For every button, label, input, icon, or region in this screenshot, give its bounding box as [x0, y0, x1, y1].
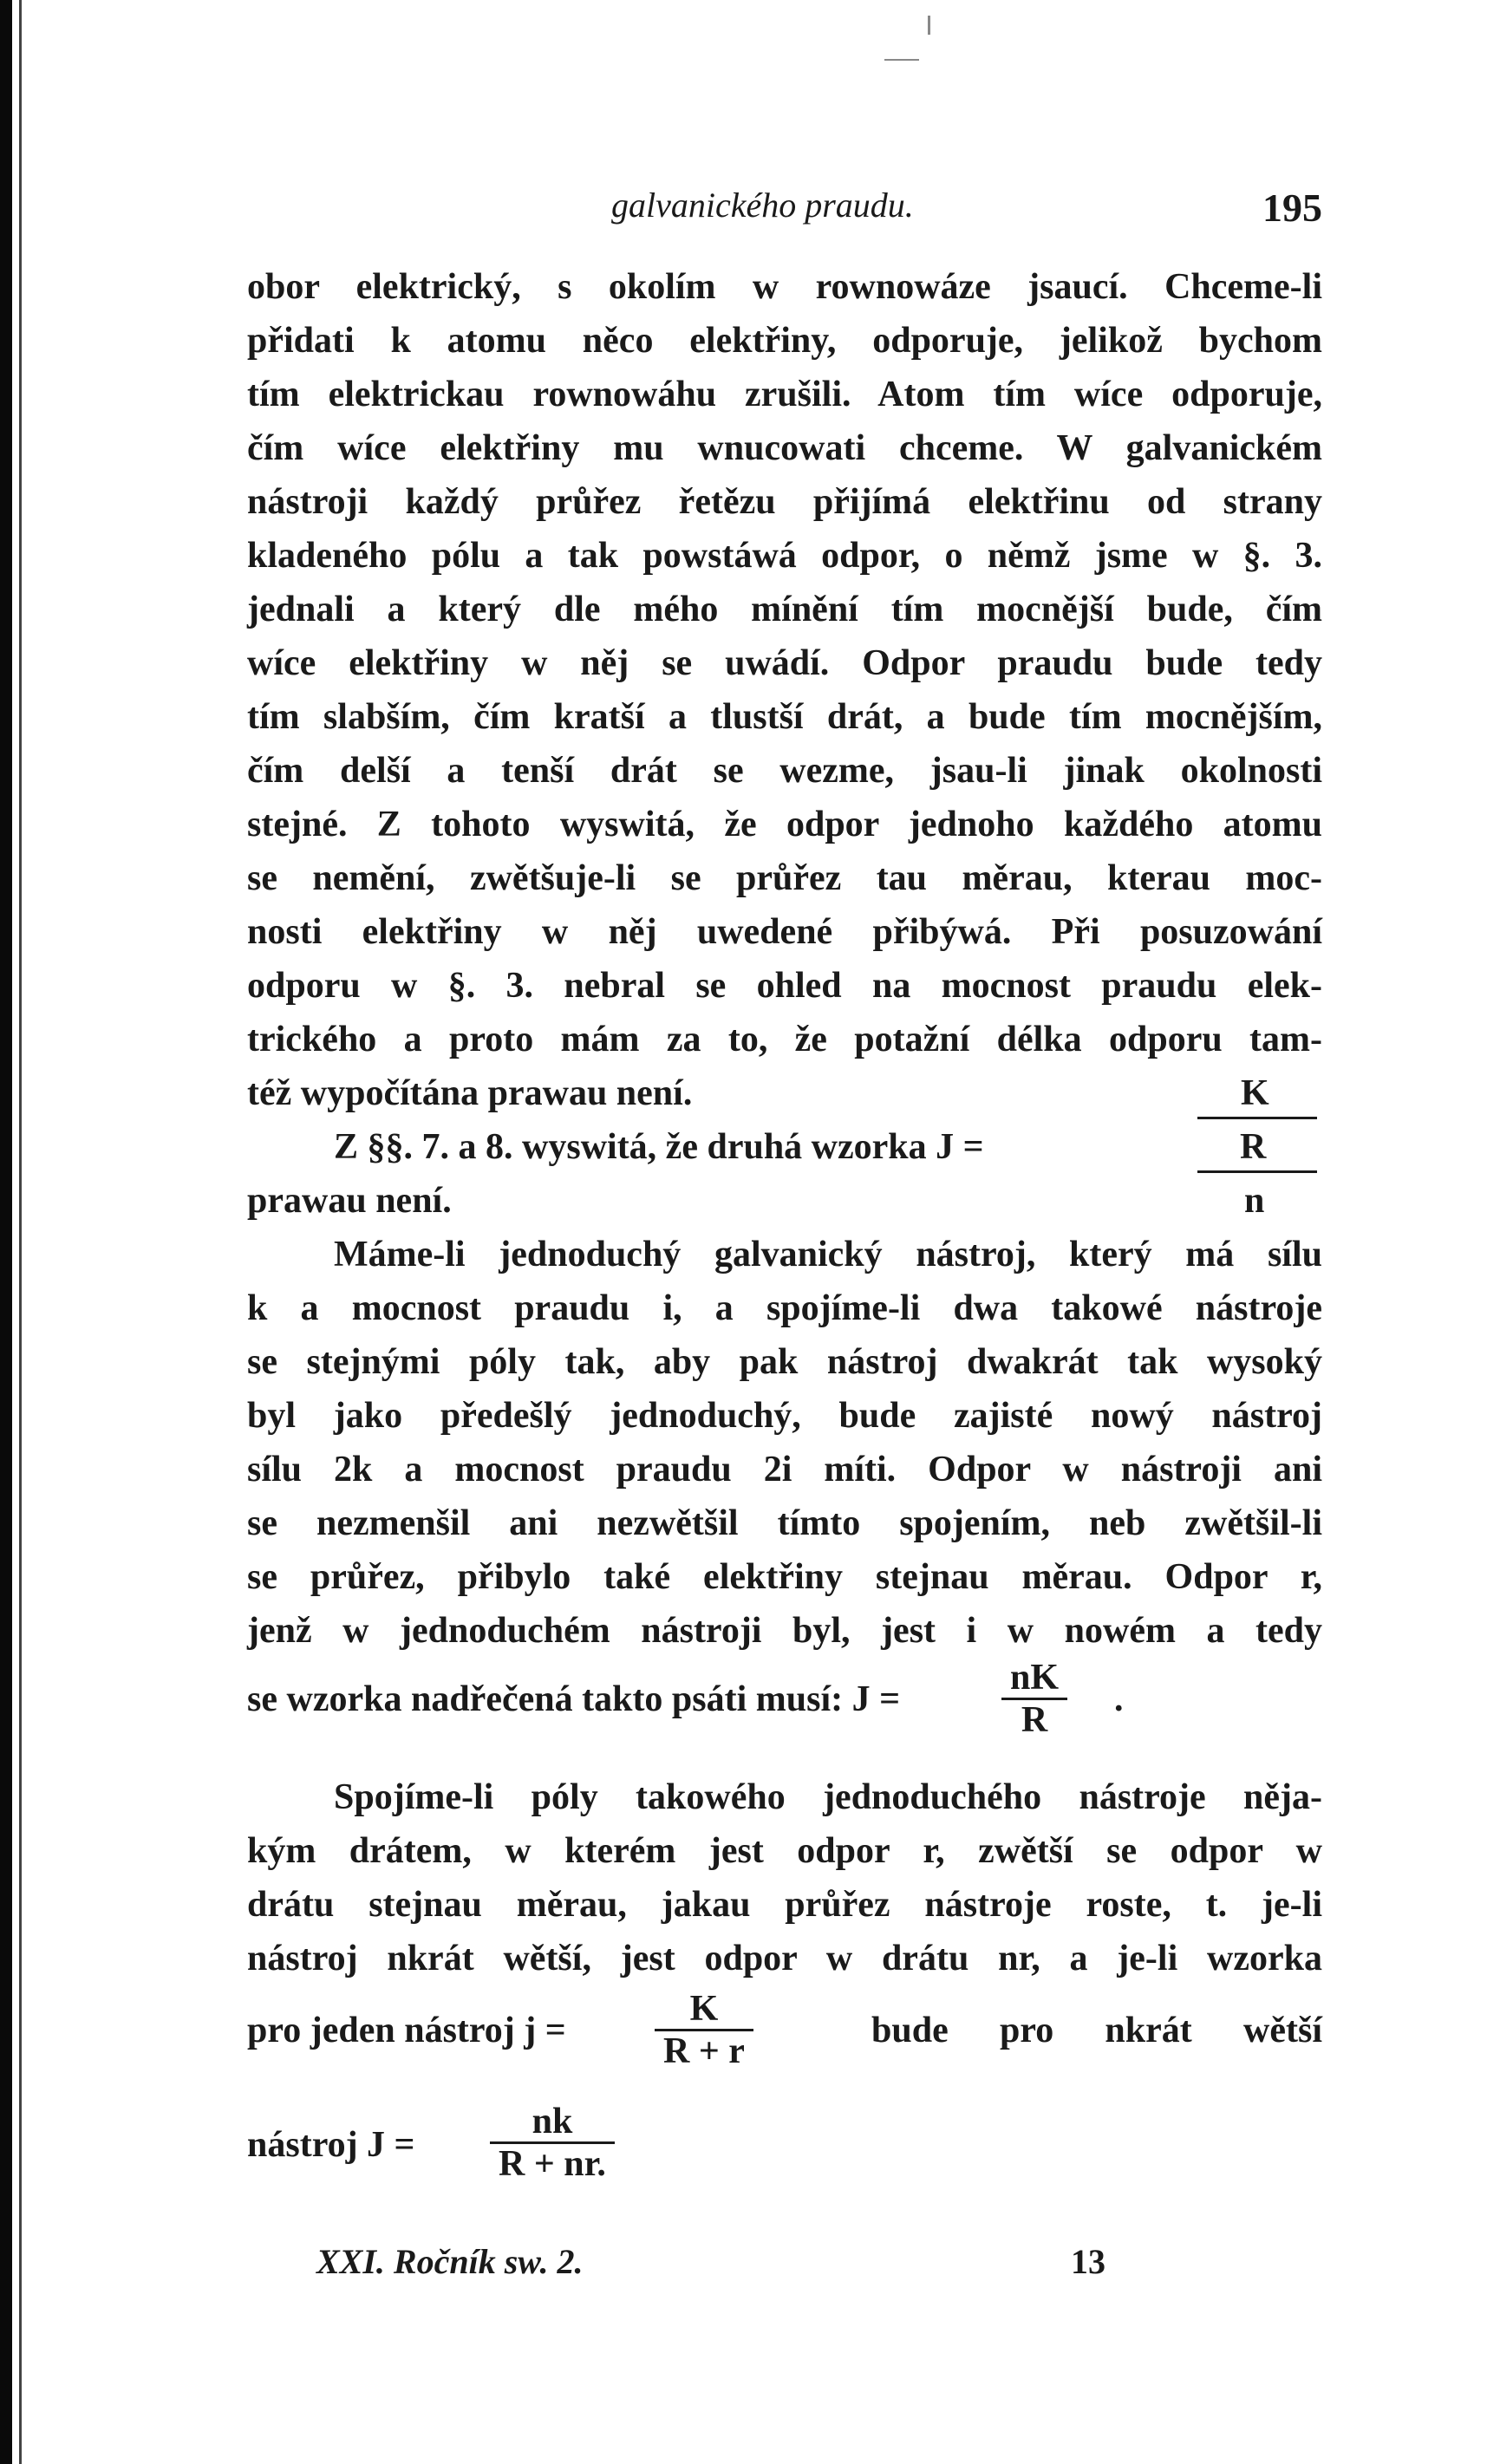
fraction-bar: [1197, 1117, 1317, 1119]
text-line: se průřez, přibylo také elektřiny stejnau měrau. Odpor r,: [247, 1557, 1322, 1597]
formula-end: .: [1114, 1679, 1124, 1719]
text-line: byl jako předešlý jednoduchý, bude zajisté nowý nástroj: [247, 1396, 1322, 1436]
text-line: stejné. Z tohoto wyswitá, že odpor jednoho každého atomu: [247, 805, 1322, 844]
formula-denominator: R + r: [655, 2029, 753, 2071]
page-edge-line: [19, 0, 22, 2464]
formula-trail-text: bude pro nkrát wětší: [871, 2011, 1322, 2050]
text-line: Spojíme-li póly takowého jednoduchého nástroje něja-: [334, 1777, 1322, 1817]
sheet-number: 13: [1071, 2242, 1105, 2281]
text-line: prawau není.: [247, 1181, 452, 1221]
text-line: tím slabším, čím kratší a tlustší drát, a bude tím mocnějším,: [247, 697, 1322, 737]
formula-fraction: [655, 1989, 753, 2071]
formula-denominator: R + nr.: [490, 2141, 615, 2184]
formula-numerator: nk: [532, 2102, 573, 2141]
formula-fraction: [1001, 1658, 1067, 1740]
text-line: jednali a který dle mého mínění tím mocnější bude, čím: [247, 590, 1322, 629]
printer-signature: XXI. Ročník sw. 2.: [316, 2242, 584, 2281]
formula-numerator: K: [1241, 1073, 1269, 1113]
formula-lead-text: Z §§. 7. a 8. wyswitá, že druhá wzorka J =: [334, 1127, 984, 1167]
book-page: [247, 0, 1322, 2464]
page-footer: [247, 2241, 1322, 2293]
formula-block: [247, 1985, 1322, 2089]
text-line: trického a proto mám za to, že potažní délka odporu tam-: [247, 1020, 1322, 1059]
text-line: Máme-li jednoduchý galvanický nástroj, který má sílu: [334, 1235, 1322, 1274]
text-line: též wypočítána prawau není.: [247, 1073, 693, 1113]
running-header: [247, 185, 1322, 237]
text-line: čím wíce elektřiny mu wnucowati chceme. W galvanickém: [247, 428, 1322, 468]
formula-denominator: R: [1001, 1698, 1067, 1740]
formula-numerator: K: [689, 1989, 719, 2029]
text-line: drátu stejnau měrau, jakau průřez nástroje roste, t. je-li: [247, 1885, 1322, 1925]
formula-numerator: nK: [1010, 1658, 1060, 1698]
text-line: sílu 2k a mocnost praudu 2i míti. Odpor w nástroji ani: [247, 1450, 1322, 1489]
text-line: odporu w §. 3. nebral se ohled na mocnost praudu elek-: [247, 966, 1322, 1006]
text-line: se nezmenšil ani nezwětšil tímto spojením, neb zwětšil-li: [247, 1503, 1322, 1543]
text-line: kladeného pólu a tak powstáwá odpor, o němž jsme w §. 3.: [247, 536, 1322, 576]
formula-row: [247, 1066, 1322, 1120]
text-line: jenž w jednoduchém nástroji byl, jest i w nowém a tedy: [247, 1611, 1322, 1651]
text-line: nosti elektřiny w něj uwedené přibýwá. Při posuzowání: [247, 912, 1322, 952]
page-number: 195: [1262, 186, 1322, 230]
text-line: nástroji každý průřez řetězu přijímá elektřinu od strany: [247, 482, 1322, 522]
formula-row: [247, 1120, 1322, 1174]
formula-fraction: [490, 2102, 615, 2184]
formula-block: [247, 1658, 1322, 1753]
formula-denominator: R: [1240, 1127, 1267, 1167]
text-line: wíce elektřiny w něj se uwádí. Odpor praudu bude tedy: [247, 643, 1322, 683]
text-line: se stejnými póly tak, aby pak nástroj dwakrát tak wysoký: [247, 1342, 1322, 1382]
book-binding-edge: [0, 0, 12, 2464]
text-line: tím elektrickau rownowáhu zrušili. Atom tím wíce odporuje,: [247, 375, 1322, 414]
text-line: se nemění, zwětšuje-li se průřez tau měrau, kterau moc-: [247, 858, 1322, 898]
text-line: přidati k atomu něco elektřiny, odporuje, jelikož bychom: [247, 321, 1322, 361]
running-title: galvanického praudu.: [611, 186, 914, 225]
text-line: obor elektrický, s okolím w rownowáze jsaucí. Chceme-li: [247, 267, 1322, 307]
formula-lead-text: se wzorka nadřečená takto psáti musí: J =: [247, 1679, 901, 1719]
formula-subscript: n: [1244, 1181, 1265, 1221]
fraction-bar: [1197, 1170, 1317, 1173]
spacer: [247, 1753, 1322, 1770]
formula-lead-text: nástroj J =: [247, 2125, 415, 2165]
text-line: k a mocnost praudu i, a spojíme-li dwa takowé nástroje: [247, 1288, 1322, 1328]
text-line: čím delší a tenší drát se wezme, jsau-li jinak okolnosti: [247, 751, 1322, 791]
formula-row: [247, 1174, 1322, 1228]
formula-lead-text: pro jeden nástroj j =: [247, 2011, 566, 2050]
text-line: nástroj nkrát wětší, jest odpor w drátu nr, a je-li wzorka: [247, 1939, 1322, 1978]
formula-block: [247, 2089, 1322, 2202]
body-text: [247, 260, 1322, 2202]
text-line: kým drátem, w kterém jest odpor r, zwětší se odpor w: [247, 1831, 1322, 1871]
